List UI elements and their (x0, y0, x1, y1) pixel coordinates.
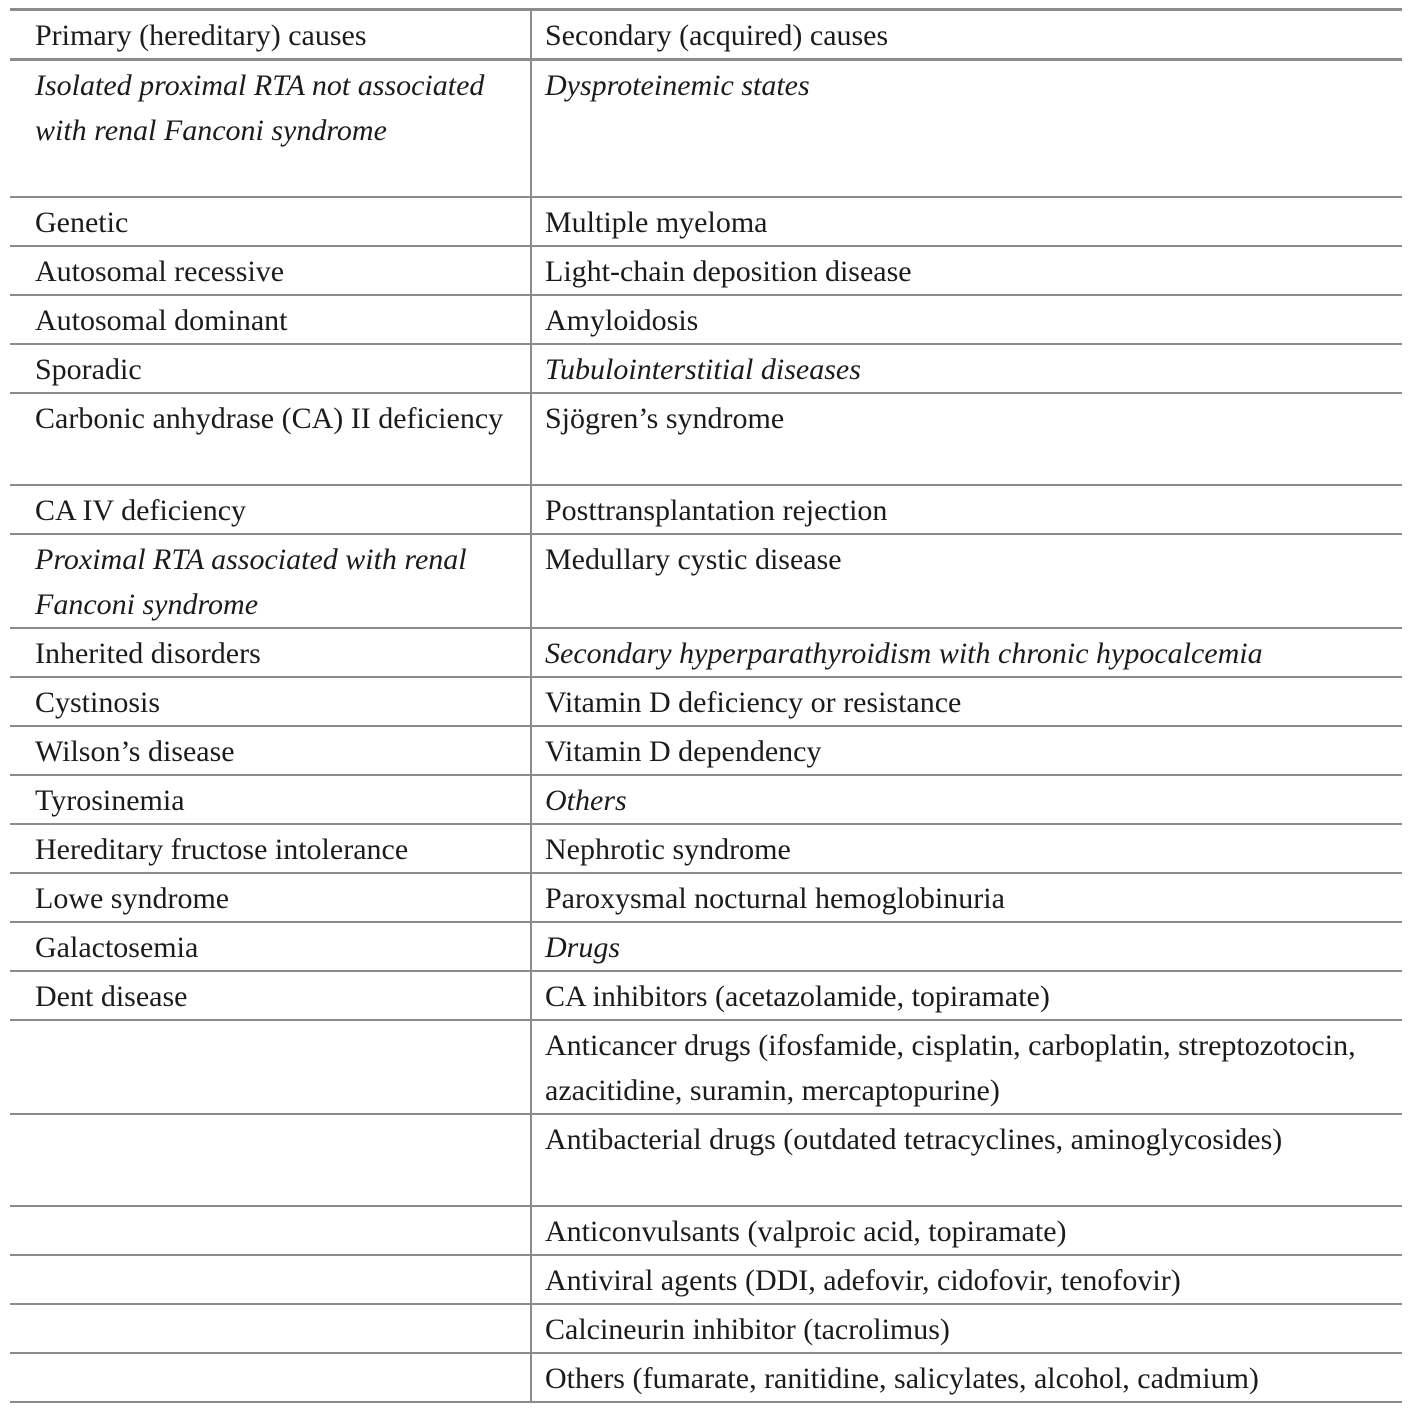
table-row (10, 628, 1402, 677)
secondary-cause-cell: Amyloidosis (545, 303, 699, 337)
secondary-cause-cell: Sjögren’s syndrome (545, 401, 785, 435)
table-row (10, 1020, 1402, 1114)
table-body (10, 60, 1402, 1402)
table-row (10, 1255, 1402, 1304)
secondary-cause-cell: Medullary cystic disease (545, 542, 842, 576)
table-row (10, 824, 1402, 873)
primary-cause-cell: Carbonic anhydrase (CA) II deficiency (10, 393, 531, 485)
table-row (10, 295, 1402, 344)
secondary-causes-column-header: Secondary (acquired) causes (545, 19, 889, 52)
table-row (10, 60, 1402, 197)
primary-cause-cell (10, 1020, 531, 1114)
primary-cause-cell: Wilson’s disease (10, 726, 531, 775)
table-row (10, 726, 1402, 775)
primary-cause-cell: Proximal RTA associated with renal Fanconi syndrome (10, 534, 531, 628)
table-row (10, 246, 1402, 295)
secondary-cause-cell: Posttransplantation rejection (545, 493, 888, 527)
table-row (10, 485, 1402, 534)
table-row (10, 393, 1402, 485)
table-row (10, 1353, 1402, 1402)
table-row (10, 873, 1402, 922)
table-row (10, 1114, 1402, 1206)
secondary-cause-cell: Antiviral agents (DDI, adefovir, cidofovir, tenofovir) (545, 1263, 1181, 1297)
table-row (10, 534, 1402, 628)
table-row (10, 677, 1402, 726)
primary-cause-cell: Sporadic (10, 344, 531, 393)
primary-cause-cell: Cystinosis (10, 677, 531, 726)
primary-cause-cell: Isolated proximal RTA not associated with renal Fanconi syndrome (10, 60, 531, 197)
secondary-cause-cell: Secondary hyperparathyroidism with chronic hypocalcemia (545, 636, 1263, 670)
primary-cause-cell (10, 1255, 531, 1304)
secondary-cause-cell: Dysproteinemic states (545, 69, 810, 102)
table-row (10, 922, 1402, 971)
primary-cause-cell: Autosomal recessive (10, 246, 531, 295)
primary-cause-cell: Galactosemia (10, 922, 531, 971)
secondary-cause-cell: Antibacterial drugs (outdated tetracyclines, aminoglycosides) (545, 1122, 1283, 1156)
table-row (10, 775, 1402, 824)
secondary-cause-cell: Tubulointerstitial diseases (545, 352, 861, 386)
primary-cause-cell: CA IV deficiency (10, 485, 531, 534)
secondary-cause-cell: Others (545, 783, 627, 817)
secondary-cause-cell: Anticonvulsants (valproic acid, topiramate) (545, 1214, 1067, 1248)
primary-cause-cell: Tyrosinemia (10, 775, 531, 824)
secondary-cause-cell: Paroxysmal nocturnal hemoglobinuria (545, 881, 1005, 915)
secondary-cause-cell: Vitamin D dependency (545, 734, 822, 768)
primary-causes-column-header: Primary (hereditary) causes (10, 10, 531, 60)
secondary-cause-cell: Calcineurin inhibitor (tacrolimus) (545, 1312, 950, 1346)
table-row (10, 344, 1402, 393)
table-row (10, 1304, 1402, 1353)
secondary-cause-cell: Light-chain deposition disease (545, 254, 912, 288)
secondary-cause-cell: Others (fumarate, ranitidine, salicylates, alcohol, cadmium) (545, 1361, 1259, 1395)
secondary-cause-cell: Anticancer drugs (ifosfamide, cisplatin, carboplatin, streptozotocin, azacitidine, suramin, mercaptopurine) (545, 1028, 1356, 1107)
primary-cause-cell (10, 1353, 531, 1402)
table-row (10, 1206, 1402, 1255)
primary-cause-cell: Autosomal dominant (10, 295, 531, 344)
primary-cause-cell: Inherited disorders (10, 628, 531, 677)
primary-cause-cell (10, 1304, 531, 1353)
primary-cause-cell: Hereditary fructose intolerance (10, 824, 531, 873)
header-row (10, 10, 1402, 60)
secondary-cause-cell: Vitamin D deficiency or resistance (545, 685, 962, 719)
table-row (10, 197, 1402, 246)
primary-cause-cell: Genetic (10, 197, 531, 246)
secondary-cause-cell: Drugs (545, 930, 621, 964)
secondary-cause-cell: CA inhibitors (acetazolamide, topiramate) (545, 979, 1050, 1013)
table-header (10, 10, 1402, 60)
rta-causes-table (10, 8, 1402, 1403)
table-row (10, 971, 1402, 1020)
secondary-cause-cell: Nephrotic syndrome (545, 832, 791, 866)
primary-cause-cell: Lowe syndrome (10, 873, 531, 922)
primary-cause-cell (10, 1206, 531, 1255)
primary-cause-cell (10, 1114, 531, 1206)
primary-cause-cell: Dent disease (10, 971, 531, 1020)
secondary-cause-cell: Multiple myeloma (545, 205, 768, 239)
